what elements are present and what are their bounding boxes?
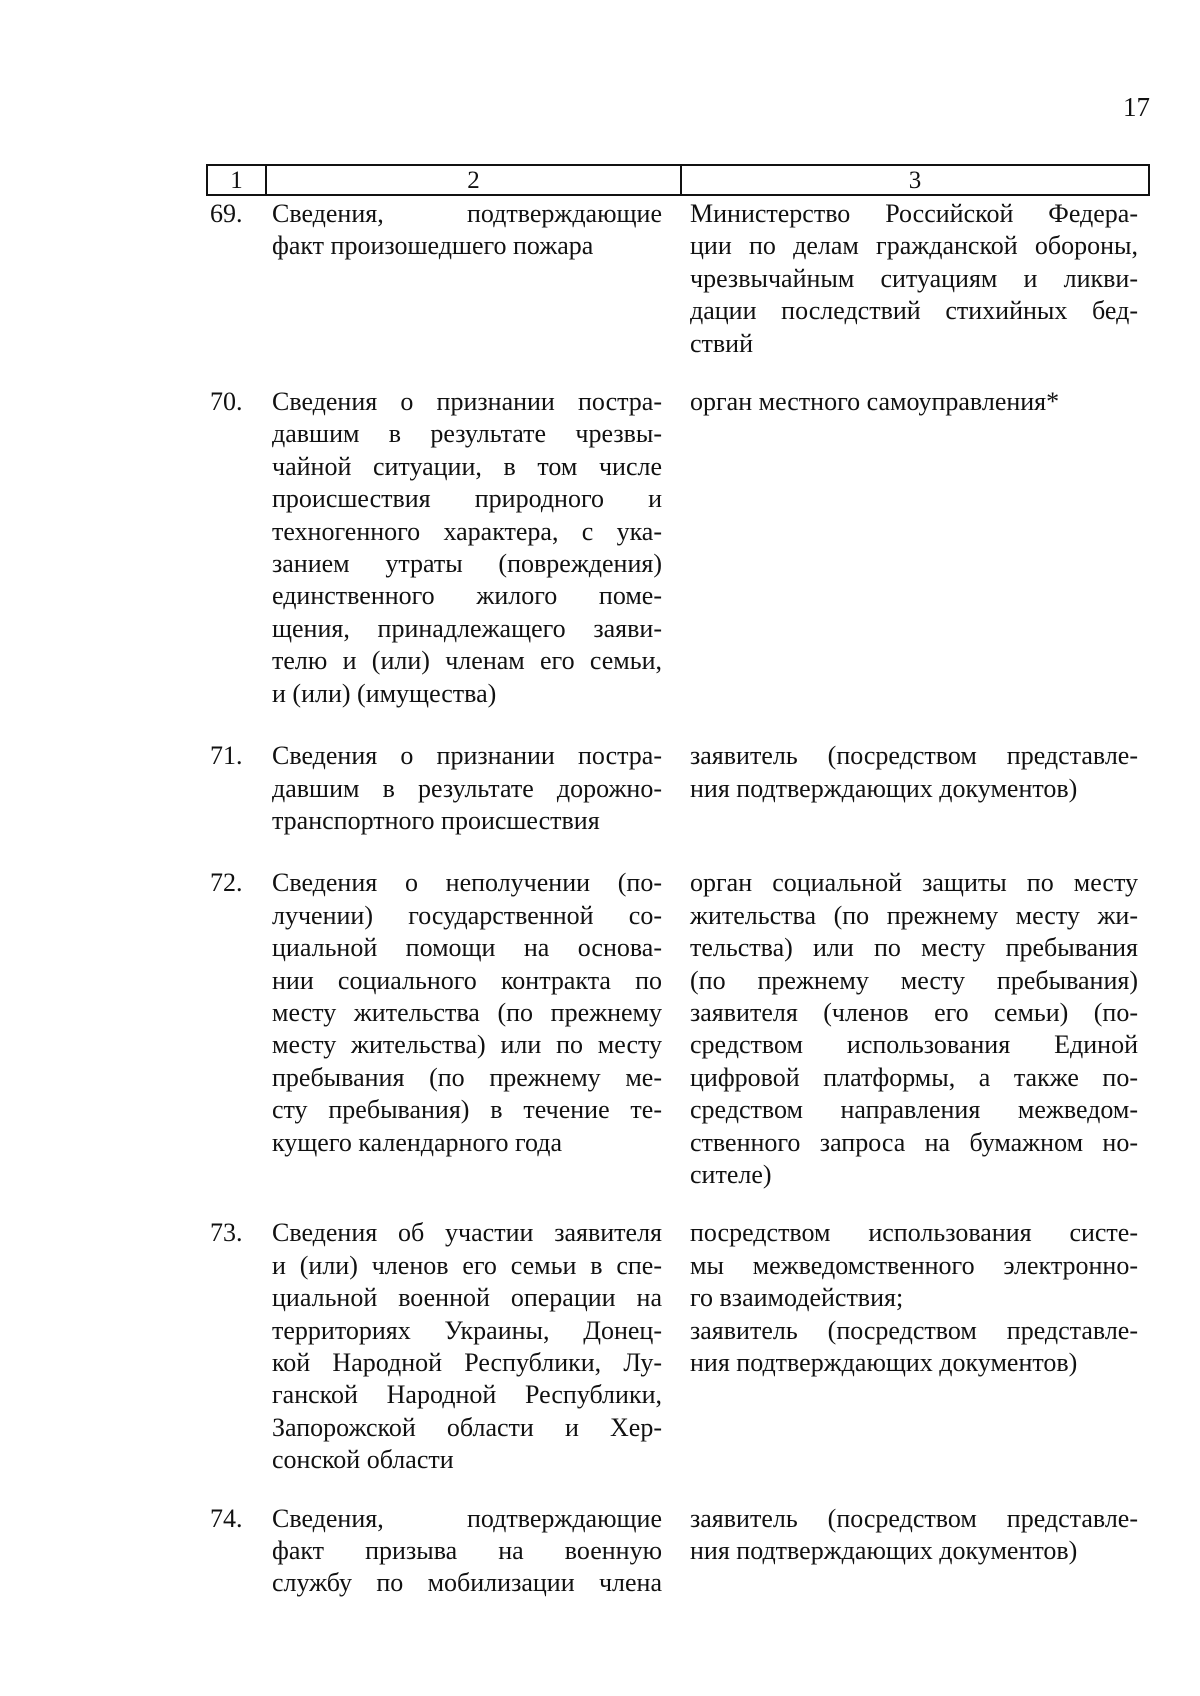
text-line: факт призыва на военную xyxy=(272,1536,662,1566)
text-line: месту жительства (по прежнему xyxy=(272,997,662,1027)
text-line: давшим в результате чрезвы- xyxy=(272,419,662,449)
text-line: заявитель (посредством представле- xyxy=(690,1503,1138,1533)
table-row xyxy=(210,740,1154,837)
text-line: циальной военной операции на xyxy=(272,1283,662,1313)
text-line: Сведения о признании постра- xyxy=(272,387,662,417)
text-line: пребывания (по прежнему ме- xyxy=(272,1062,662,1092)
row-number: 72. xyxy=(210,868,243,898)
row-document-name xyxy=(272,386,662,710)
text-line: лучении) государственной со- xyxy=(272,900,662,930)
text-line: заявитель (посредством представле- xyxy=(690,741,1138,771)
text-line: орган местного самоуправления* xyxy=(690,387,1060,417)
text-line: службу по мобилизации члена xyxy=(272,1568,662,1598)
text-line: сонской области xyxy=(272,1445,454,1475)
text-line: дации последствий стихийных бед- xyxy=(690,296,1138,326)
row-document-name xyxy=(272,1503,662,1600)
text-line: ствий xyxy=(690,328,754,358)
row-source xyxy=(690,867,1138,1191)
table-row xyxy=(210,1503,1154,1600)
row-source xyxy=(690,198,1138,360)
text-line: Запорожской области и Хер- xyxy=(272,1412,662,1442)
text-line: и (или) (имущества) xyxy=(272,678,497,708)
text-line: сту пребывания) в течение те- xyxy=(272,1095,662,1125)
text-line: щения, принадлежащего заяви- xyxy=(272,613,662,643)
text-line: Сведения, подтверждающие xyxy=(272,1503,662,1533)
text-line: единственного жилого поме- xyxy=(272,581,662,611)
row-source xyxy=(690,1217,1138,1476)
text-line: Сведения о неполучении (по- xyxy=(272,868,662,898)
row-source xyxy=(690,740,1138,837)
text-line: мы межведомственного электронно- xyxy=(690,1250,1138,1280)
table-body xyxy=(210,198,1154,1600)
table-header-row xyxy=(206,164,1150,196)
text-line: (по прежнему месту пребывания) xyxy=(690,965,1138,995)
text-line: средством направления межведом- xyxy=(690,1095,1138,1125)
text-line: цифровой платформы, а также по- xyxy=(690,1062,1138,1092)
table-row xyxy=(210,198,1154,360)
row-number: 73. xyxy=(210,1218,243,1248)
text-line: орган социальной защиты по месту xyxy=(690,868,1138,898)
row-source xyxy=(690,1503,1138,1600)
row-number: 74. xyxy=(210,1503,243,1533)
text-line: сителе) xyxy=(690,1159,772,1189)
text-line: чрезвычайным ситуациям и ликви- xyxy=(690,263,1138,293)
text-line: ния подтверждающих документов) xyxy=(690,1536,1078,1566)
row-number: 70. xyxy=(210,387,243,417)
text-line: ственного запроса на бумажном но- xyxy=(690,1127,1138,1157)
header-cell-3: 3 xyxy=(908,166,922,194)
row-document-name xyxy=(272,867,662,1191)
text-line: техногенного характера, с ука- xyxy=(272,516,662,546)
text-line: заявителя (членов его семьи) (по- xyxy=(690,997,1138,1027)
text-line: ганской Народной Республики, xyxy=(272,1380,662,1410)
text-line: транспортного происшествия xyxy=(272,805,600,835)
text-line: занием утраты (повреждения) xyxy=(272,549,662,579)
header-cell-1: 1 xyxy=(208,166,267,194)
text-line: факт произошедшего пожара xyxy=(272,231,594,261)
text-line: тельства) или по месту пребывания xyxy=(690,933,1138,963)
text-line: Сведения об участии заявителя xyxy=(272,1218,662,1248)
text-line: го взаимодействия; xyxy=(690,1283,904,1313)
table-row xyxy=(210,1217,1154,1476)
table-row xyxy=(210,386,1154,710)
text-line: средством использования Единой xyxy=(690,1030,1138,1060)
text-line: кущего календарного года xyxy=(272,1127,563,1157)
text-line: происшествия природного и xyxy=(272,484,662,514)
row-document-name xyxy=(272,1217,662,1476)
text-line: нии социального контракта по xyxy=(272,965,662,995)
page-number: 17 xyxy=(1123,92,1150,122)
text-line: давшим в результате дорожно- xyxy=(272,773,662,803)
row-document-name xyxy=(272,198,662,360)
text-line: телю и (или) членам его семьи, xyxy=(272,646,662,676)
text-line: Сведения о признании постра- xyxy=(272,741,662,771)
header-cell-2: 2 xyxy=(267,166,682,194)
text-line: кой Народной Республики, Лу- xyxy=(272,1348,662,1377)
text-line: территориях Украины, Донец- xyxy=(272,1315,662,1345)
text-line: циальной помощи на основа- xyxy=(272,933,662,963)
row-number: 71. xyxy=(210,741,243,771)
text-line: Министерство Российской Федера- xyxy=(690,199,1138,228)
row-source xyxy=(690,386,1138,710)
text-line: ции по делам гражданской обороны, xyxy=(690,231,1138,261)
table-row xyxy=(210,867,1154,1191)
text-line: ния подтверждающих документов) xyxy=(690,1348,1078,1377)
text-line: жительства (по прежнему месту жи- xyxy=(690,900,1138,930)
text-line: заявитель (посредством представле- xyxy=(690,1315,1138,1345)
text-line: чайной ситуации, в том числе xyxy=(272,451,662,481)
text-line: и (или) членов его семьи в спе- xyxy=(272,1250,662,1280)
row-document-name xyxy=(272,740,662,837)
text-line: посредством использования систе- xyxy=(690,1218,1138,1248)
text-line: Сведения, подтверждающие xyxy=(272,199,662,228)
row-number: 69. xyxy=(210,199,243,228)
text-line: месту жительства) или по месту xyxy=(272,1030,662,1060)
text-line: ния подтверждающих документов) xyxy=(690,773,1078,803)
